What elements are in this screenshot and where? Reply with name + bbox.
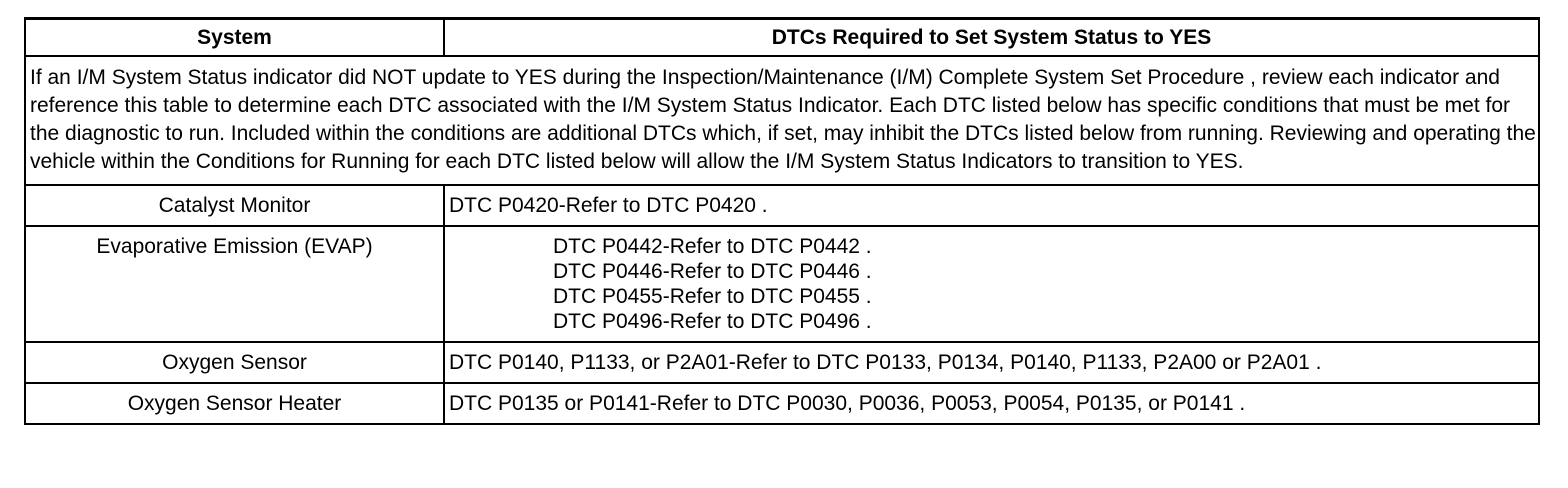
system-cell: Catalyst Monitor (25, 185, 444, 226)
intro-row (25, 56, 1539, 185)
system-cell: Evaporative Emission (EVAP) (25, 226, 444, 342)
dtc-item: DTC P0446-Refer to DTC P0446 . (553, 260, 872, 283)
table-row-oxygen-sensor (25, 342, 1539, 383)
table-row-evap (25, 226, 1539, 342)
system-cell: Oxygen Sensor (25, 342, 444, 383)
table-row-catalyst-monitor (25, 185, 1539, 226)
dtc-cell: DTC P0140, P1133, or P2A01-Refer to DTC P0133, P0134, P0140, P1133, P2A00 or P2A01 . (444, 342, 1539, 383)
dtc-list (449, 234, 1538, 334)
dtc-cell: DTC P0420-Refer to DTC P0420 . (444, 185, 1539, 226)
header-dtcs: DTCs Required to Set System Status to YES (444, 19, 1539, 57)
dtc-item: DTC P0442-Refer to DTC P0442 . (553, 235, 872, 258)
dtc-item: DTC P0496-Refer to DTC P0496 . (553, 310, 872, 333)
intro-text: If an I/M System Status indicator did NOT update to YES during the Inspection/Maintenance (I/M) Complete System Set Procedure , review each indicator and reference this table to determine each DTC associated with the I/M System Status Indicator. Each DTC listed below has specific conditions that must be met for the diagnostic to run. Included within the conditions are additional DTCs which, if set, may inhibit the DTCs listed below from running. Reviewing and operating the vehicle within the Conditions for Running for each DTC listed below will allow the I/M System Status Indicators to transition to YES. (25, 56, 1539, 185)
system-cell: Oxygen Sensor Heater (25, 383, 444, 424)
dtc-status-table (24, 17, 1540, 425)
table-row-oxygen-sensor-heater (25, 383, 1539, 424)
header-system: System (25, 19, 444, 57)
dtc-cell: DTC P0135 or P0141-Refer to DTC P0030, P0036, P0053, P0054, P0135, or P0141 . (444, 383, 1539, 424)
dtc-item: DTC P0455-Refer to DTC P0455 . (553, 285, 872, 308)
header-row (25, 19, 1539, 57)
dtc-cell (444, 226, 1539, 342)
